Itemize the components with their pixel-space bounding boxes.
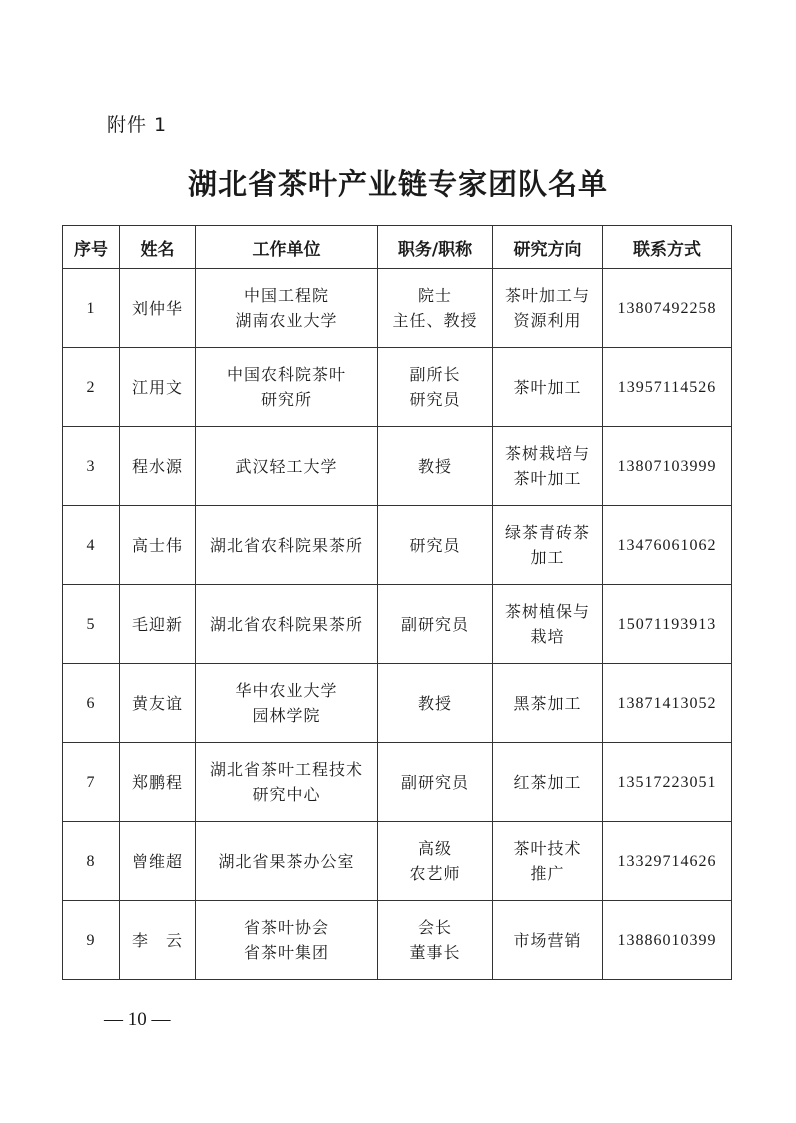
cell-line: 省茶叶协会	[243, 918, 329, 937]
name-cell: 刘仲华	[120, 269, 196, 348]
cell-line: 副研究员	[400, 614, 469, 634]
table-row	[63, 427, 732, 506]
unit-cell	[196, 506, 378, 585]
cell-line: 茶树植保与	[504, 602, 590, 621]
unit-cell	[196, 585, 378, 664]
cell-line: 教授	[417, 693, 452, 713]
table-row	[63, 585, 732, 664]
cell-line: 黑茶加工	[513, 693, 582, 713]
table-row	[63, 743, 732, 822]
cell-line: 副研究员	[400, 772, 469, 792]
cell-line: 茶叶加工与	[504, 286, 590, 305]
cell-line: 茶叶加工	[513, 469, 582, 488]
position-cell	[378, 743, 493, 822]
name-cell: 李 云	[120, 901, 196, 980]
cell-line: 研究员	[409, 535, 461, 555]
unit-cell	[196, 901, 378, 980]
position-cell	[378, 427, 493, 506]
header-unit: 工作单位	[196, 226, 378, 269]
contact-cell: 13807492258	[603, 269, 732, 348]
table-row	[63, 348, 732, 427]
document-title: 湖北省茶叶产业链专家团队名单	[187, 167, 608, 201]
name-cell: 曾维超	[120, 822, 196, 901]
name-cell: 黄友谊	[120, 664, 196, 743]
cell-line: 湖南农业大学	[235, 311, 338, 330]
serial-cell: 3	[63, 427, 120, 506]
research-field-cell	[493, 901, 603, 980]
cell-line: 园林学院	[252, 706, 321, 725]
name-cell: 郑鹏程	[120, 743, 196, 822]
cell-line: 中国农科院茶叶	[226, 365, 346, 384]
unit-cell	[196, 269, 378, 348]
cell-line: 农艺师	[409, 864, 461, 883]
serial-cell: 7	[63, 743, 120, 822]
cell-line: 省茶叶集团	[243, 943, 329, 962]
contact-cell: 15071193913	[603, 585, 732, 664]
cell-line: 市场营销	[513, 930, 582, 950]
table-row	[63, 822, 732, 901]
serial-cell: 8	[63, 822, 120, 901]
position-cell	[378, 585, 493, 664]
cell-line: 武汉轻工大学	[235, 456, 338, 476]
expert-roster-table	[62, 225, 732, 980]
cell-line: 湖北省农科院果茶所	[209, 614, 363, 634]
research-field-cell	[493, 427, 603, 506]
contact-cell: 13957114526	[603, 348, 732, 427]
cell-line: 湖北省茶叶工程技术	[209, 760, 363, 779]
cell-line: 绿茶青砖茶	[504, 523, 590, 542]
cell-line: 湖北省农科院果茶所	[209, 535, 363, 555]
research-field-cell	[493, 743, 603, 822]
attachment-label: 附件 1	[107, 114, 168, 136]
research-field-cell	[493, 664, 603, 743]
unit-cell	[196, 664, 378, 743]
table-row	[63, 269, 732, 348]
cell-line: 高级	[417, 839, 452, 858]
table-row	[63, 506, 732, 585]
research-field-cell	[493, 506, 603, 585]
cell-line: 华中农业大学	[235, 681, 338, 700]
contact-cell: 13807103999	[603, 427, 732, 506]
name-cell: 毛迎新	[120, 585, 196, 664]
header-serial: 序号	[63, 226, 120, 269]
cell-line: 会长	[417, 918, 452, 937]
serial-cell: 4	[63, 506, 120, 585]
unit-cell	[196, 348, 378, 427]
contact-cell: 13517223051	[603, 743, 732, 822]
cell-line: 中国工程院	[243, 286, 329, 305]
table-row	[63, 901, 732, 980]
serial-cell: 1	[63, 269, 120, 348]
header-research-field: 研究方向	[493, 226, 603, 269]
cell-line: 教授	[417, 456, 452, 476]
position-cell	[378, 269, 493, 348]
research-field-cell	[493, 585, 603, 664]
cell-line: 栽培	[530, 627, 565, 646]
cell-line: 研究中心	[252, 785, 321, 804]
cell-line: 茶叶技术	[513, 839, 582, 858]
research-field-cell	[493, 822, 603, 901]
serial-cell: 5	[63, 585, 120, 664]
serial-cell: 9	[63, 901, 120, 980]
cell-line: 研究所	[260, 390, 312, 409]
cell-line: 主任、教授	[392, 311, 478, 330]
table-header-row	[63, 226, 732, 269]
contact-cell: 13329714626	[603, 822, 732, 901]
table-row	[63, 664, 732, 743]
cell-line: 茶树栽培与	[504, 444, 590, 463]
position-cell	[378, 506, 493, 585]
contact-cell: 13476061062	[603, 506, 732, 585]
position-cell	[378, 901, 493, 980]
contact-cell: 13871413052	[603, 664, 732, 743]
header-position: 职务/职称	[378, 226, 493, 269]
page-number: — 10 —	[104, 1009, 171, 1030]
header-contact: 联系方式	[603, 226, 732, 269]
unit-cell	[196, 822, 378, 901]
research-field-cell	[493, 269, 603, 348]
unit-cell	[196, 743, 378, 822]
header-name: 姓名	[120, 226, 196, 269]
serial-cell: 6	[63, 664, 120, 743]
cell-line: 湖北省果茶办公室	[218, 851, 355, 871]
cell-line: 红茶加工	[513, 772, 582, 792]
table-body	[63, 269, 732, 980]
cell-line: 院士	[417, 286, 452, 305]
cell-line: 资源利用	[513, 311, 582, 330]
position-cell	[378, 822, 493, 901]
cell-line: 研究员	[409, 390, 461, 409]
cell-line: 推广	[530, 864, 565, 883]
name-cell: 程水源	[120, 427, 196, 506]
research-field-cell	[493, 348, 603, 427]
name-cell: 高士伟	[120, 506, 196, 585]
position-cell	[378, 348, 493, 427]
name-cell: 江用文	[120, 348, 196, 427]
serial-cell: 2	[63, 348, 120, 427]
cell-line: 副所长	[409, 365, 461, 384]
cell-line: 董事长	[409, 943, 461, 962]
cell-line: 茶叶加工	[513, 377, 582, 397]
unit-cell	[196, 427, 378, 506]
cell-line: 加工	[530, 548, 565, 567]
contact-cell: 13886010399	[603, 901, 732, 980]
position-cell	[378, 664, 493, 743]
